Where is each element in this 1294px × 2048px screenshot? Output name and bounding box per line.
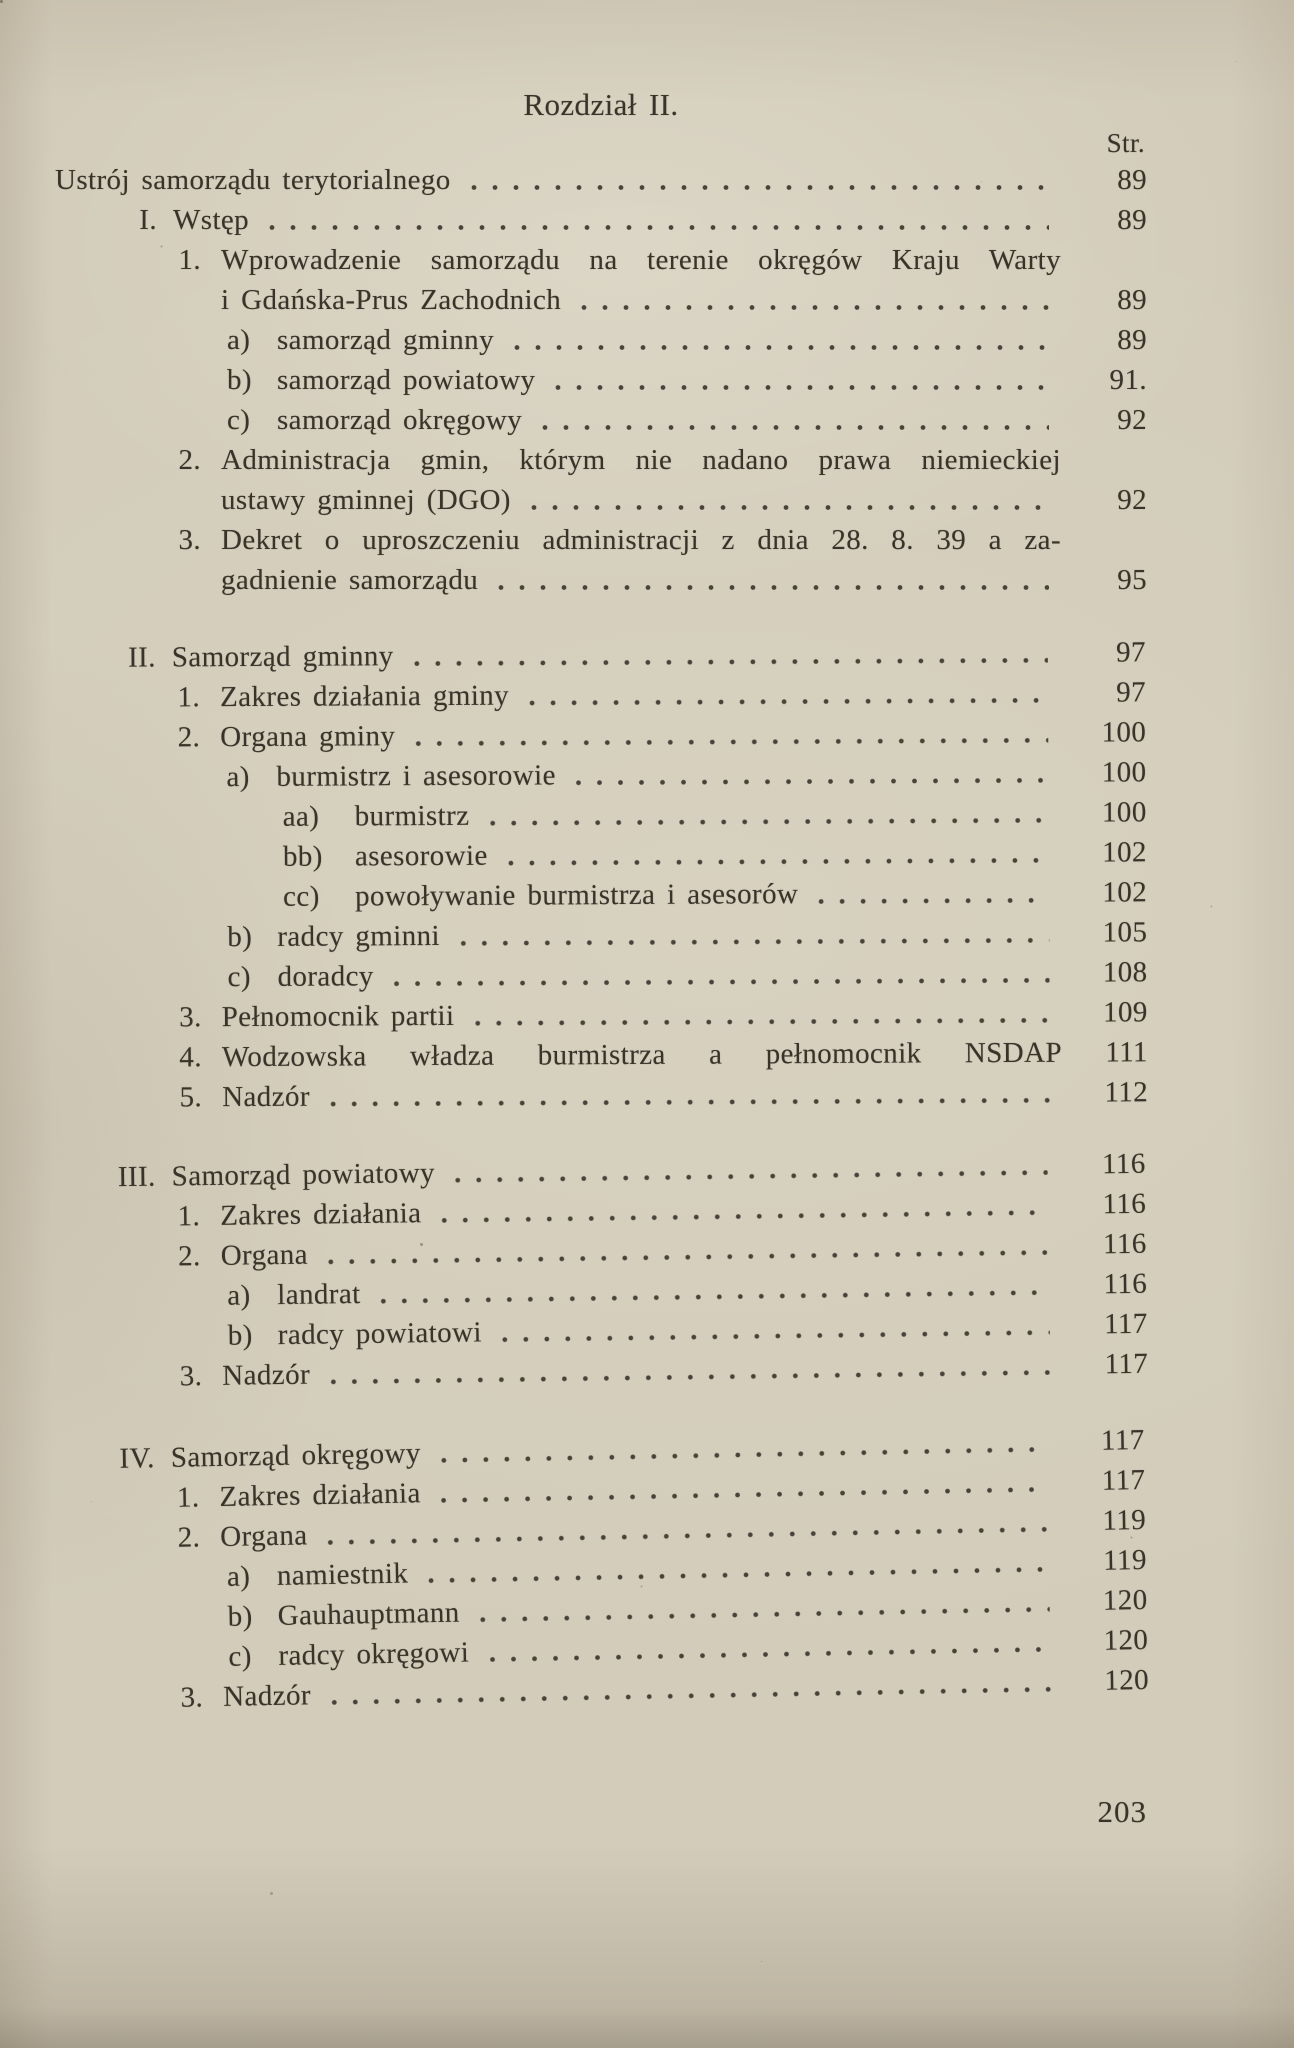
toc-entry-continuation xyxy=(55,560,1147,600)
toc-entry-label: Zakres działania gminy xyxy=(219,679,510,714)
toc-entry-label: Nadzór xyxy=(222,1358,311,1392)
toc-entry-label: burmistrz xyxy=(354,799,470,833)
toc-entry-marker: III. xyxy=(117,1160,156,1194)
toc-entry-label: doradcy xyxy=(277,960,374,993)
table-of-contents xyxy=(55,84,1150,1720)
toc-entry-page-number: 120 xyxy=(1104,1663,1150,1697)
toc-entry xyxy=(55,400,1147,440)
toc-entry-label: Wodzowska władza burmistrza a pełnomocnik NSDAP xyxy=(221,1036,1063,1074)
toc-entry-page-number: 119 xyxy=(1102,1503,1147,1537)
toc-section-ustroj xyxy=(55,160,1147,600)
toc-entry-marker: II. xyxy=(127,641,156,674)
dot-leader xyxy=(502,1329,1050,1343)
dot-leader xyxy=(441,1446,1047,1464)
toc-entry-label: Ustrój samorządu terytorialnego xyxy=(55,164,451,196)
toc-entry-page-number: 108 xyxy=(1102,956,1148,989)
dot-leader xyxy=(328,1249,1049,1265)
toc-entry-marker: 5. xyxy=(179,1081,203,1114)
toc-entry-marker: cc) xyxy=(283,880,320,913)
dot-leader xyxy=(414,657,1048,667)
toc-entry-label: Organa xyxy=(219,1519,308,1553)
toc-entry-label: radcy gminni xyxy=(277,919,441,953)
toc-entry-marker: 2. xyxy=(177,721,201,754)
toc-entry-page-number: 102 xyxy=(1102,876,1148,909)
chapter-heading: Rozdział II. xyxy=(523,87,679,122)
toc-entry xyxy=(56,1072,1148,1118)
dot-leader xyxy=(489,1646,1050,1663)
toc-entry-marker: 2. xyxy=(178,444,201,476)
toc-entry-page-number: 116 xyxy=(1102,1227,1147,1261)
toc-entry-label: Wstęp xyxy=(173,204,250,236)
toc-entry-label: landrat xyxy=(277,1278,361,1312)
toc-entry-label: Samorząd gminny xyxy=(171,640,394,674)
toc-entry-marker: a) xyxy=(227,324,251,356)
toc-entry-page-number: 92 xyxy=(1117,404,1147,436)
toc-section-samorzad-powiatowy xyxy=(53,1144,1148,1398)
dot-leader xyxy=(489,817,1048,827)
printed-page-number: 203 xyxy=(1097,1794,1147,1829)
toc-entry-label: Nadzór xyxy=(222,1679,312,1713)
toc-entry xyxy=(54,712,1146,758)
page-column-header: Str. xyxy=(1106,128,1145,158)
toc-entry-marker: 2. xyxy=(177,1240,201,1273)
toc-entry xyxy=(54,632,1146,678)
toc-entry-label: Gauhauptmann xyxy=(277,1596,460,1632)
toc-entry-label: powoływanie burmistrza i asesorów xyxy=(355,878,799,913)
toc-entry-marker: 1. xyxy=(177,1200,201,1233)
toc-entry-page-number: 100 xyxy=(1101,716,1147,749)
toc-section-samorzad-gminny xyxy=(54,632,1148,1118)
dot-leader xyxy=(471,184,1049,191)
toc-entry-page-number: 89 xyxy=(1117,164,1147,196)
toc-entry-label: samorząd gminny xyxy=(277,324,494,356)
dot-leader xyxy=(455,1169,1048,1184)
dot-leader xyxy=(460,937,1049,947)
dot-leader xyxy=(330,1097,1050,1108)
toc-entry-marker: I. xyxy=(139,204,157,236)
toc-entry-marker: 2. xyxy=(177,1521,201,1554)
toc-entry-page-number: 119 xyxy=(1102,1543,1148,1577)
toc-entry-page-number: 105 xyxy=(1102,916,1148,949)
toc-entry-continuation xyxy=(55,280,1147,320)
toc-entry-label: gadnienie samorządu xyxy=(221,564,479,596)
dot-leader xyxy=(576,777,1049,786)
dot-leader xyxy=(818,897,1049,905)
toc-entry-label: Organa xyxy=(220,1238,309,1272)
dot-leader xyxy=(474,1017,1049,1027)
toc-entry-label: burmistrz i asesorowie xyxy=(276,759,556,793)
toc-entry-label: ustawy gminnej (DGO) xyxy=(221,484,511,516)
toc-entry-page-number: 117 xyxy=(1103,1307,1148,1341)
toc-entry-label: i Gdańska-Prus Zachodnich xyxy=(221,284,562,316)
dot-leader xyxy=(415,737,1048,747)
toc-entry-label: samorząd okręgowy xyxy=(277,404,523,436)
toc-entry-marker: b) xyxy=(227,1600,253,1633)
toc-entry-label: namiestnik xyxy=(276,1557,409,1592)
dot-leader xyxy=(529,697,1048,707)
toc-entry xyxy=(55,792,1147,838)
toc-entry xyxy=(55,200,1147,240)
dot-leader xyxy=(508,857,1049,867)
toc-entry-label: Administracja gmin, którym nie nadano prawa niemieckiej xyxy=(221,444,1061,476)
toc-entry-marker: c) xyxy=(227,960,251,994)
toc-entry-label: radcy okręgowi xyxy=(278,1636,470,1672)
toc-entry xyxy=(55,160,1147,200)
toc-entry-page-number: 109 xyxy=(1102,996,1148,1029)
toc-entry xyxy=(54,752,1146,798)
toc-entry-page-number: 117 xyxy=(1101,1464,1146,1497)
toc-entry-label: Organa gminy xyxy=(220,720,396,754)
dot-leader xyxy=(480,1606,1050,1623)
dot-leader xyxy=(441,1486,1048,1504)
toc-entry-page-number: 89 xyxy=(1117,324,1147,356)
toc-entry-marker: a) xyxy=(227,1279,251,1312)
toc-entry xyxy=(55,360,1147,400)
dot-leader xyxy=(514,344,1049,351)
toc-entry-page-number: 117 xyxy=(1100,1424,1145,1457)
toc-entry xyxy=(55,912,1147,958)
toc-entry-page-number: 92 xyxy=(1117,484,1147,516)
dot-leader xyxy=(555,384,1049,391)
toc-entry-label: Dekret o uproszczeniu administracji z dnia 28. 8. 39 a za- xyxy=(221,524,1061,556)
dot-leader xyxy=(331,1686,1051,1706)
toc-entry-marker: 3. xyxy=(179,1001,202,1034)
toc-entry-marker: IV. xyxy=(119,1442,156,1475)
toc-entry-continuation xyxy=(55,480,1147,520)
toc-entry xyxy=(55,832,1147,878)
dot-leader xyxy=(428,1566,1049,1584)
toc-entry-marker: b) xyxy=(227,920,253,954)
toc-entry-marker: 3. xyxy=(178,524,201,556)
toc-entry xyxy=(56,1032,1148,1078)
toc-entry-label: Nadzór xyxy=(222,1080,310,1114)
dot-leader xyxy=(269,224,1049,231)
toc-entry-page-number: 100 xyxy=(1101,796,1147,829)
toc-entry-label: samorząd powiatowy xyxy=(277,364,536,396)
toc-entry-marker: 1. xyxy=(176,1481,200,1514)
toc-entry-marker: 4. xyxy=(179,1041,203,1074)
toc-entry-marker: b) xyxy=(227,1319,253,1352)
toc-entry xyxy=(56,992,1148,1038)
toc-entry-page-number: 117 xyxy=(1104,1347,1149,1381)
toc-entry-marker: c) xyxy=(228,1640,253,1673)
toc-entry xyxy=(55,240,1147,280)
toc-entry-page-number: 89 xyxy=(1117,284,1147,316)
toc-entry-page-number: 97 xyxy=(1115,636,1146,669)
toc-entry-marker: 3. xyxy=(180,1681,204,1714)
dot-leader xyxy=(394,977,1050,987)
toc-entry xyxy=(54,672,1146,718)
toc-entry-label: Wprowadzenie samorządu na terenie okręgów Kraju Warty xyxy=(221,244,1061,276)
toc-entry xyxy=(55,872,1147,918)
toc-entry-page-number: 116 xyxy=(1102,1187,1147,1221)
dot-leader xyxy=(581,304,1049,311)
toc-section-samorzad-okregowy xyxy=(52,1420,1149,1720)
toc-entry-page-number: 111 xyxy=(1105,1036,1149,1069)
toc-entry-page-number: 102 xyxy=(1102,836,1147,869)
toc-entry-page-number: 116 xyxy=(1103,1267,1148,1301)
toc-entry xyxy=(55,520,1147,560)
toc-entry-label: Pełnomocnik partii xyxy=(221,999,455,1034)
toc-entry-marker: 1. xyxy=(177,681,201,714)
toc-entry-page-number: 120 xyxy=(1103,1623,1149,1657)
dot-leader xyxy=(531,504,1049,511)
toc-entry-page-number: 120 xyxy=(1102,1583,1148,1617)
toc-entry-marker: a) xyxy=(226,1560,251,1593)
toc-entry-marker: a) xyxy=(226,760,250,794)
toc-entry-label: Zakres działania xyxy=(219,1197,422,1232)
toc-entry-marker: bb) xyxy=(282,840,323,873)
dot-leader xyxy=(441,1209,1048,1224)
toc-entry-marker: 3. xyxy=(179,1360,203,1393)
toc-entry xyxy=(55,440,1147,480)
toc-entry-page-number: 89 xyxy=(1117,204,1147,236)
dot-leader xyxy=(498,584,1049,591)
toc-entry-page-number: 91. xyxy=(1109,364,1147,396)
toc-entry-page-number: 97 xyxy=(1116,676,1147,709)
toc-entry-page-number: 95 xyxy=(1117,564,1147,596)
dot-leader xyxy=(381,1289,1050,1305)
dot-leader xyxy=(542,424,1049,431)
toc-entry-marker: c) xyxy=(227,404,251,436)
toc-entry-page-number: 100 xyxy=(1101,756,1147,789)
toc-entry-label: Zakres działania xyxy=(219,1477,421,1513)
toc-entry-marker: b) xyxy=(227,364,252,396)
dot-leader xyxy=(330,1369,1050,1385)
toc-entry-page-number: 116 xyxy=(1101,1147,1146,1181)
toc-entry xyxy=(55,320,1147,360)
toc-entry-label: Samorząd okręgowy xyxy=(170,1437,422,1474)
toc-entry-marker: aa) xyxy=(282,800,320,833)
toc-entry-label: radcy powiatowi xyxy=(277,1316,483,1352)
toc-entry-marker: 1. xyxy=(178,244,201,276)
toc-entry-label: Samorząd powiatowy xyxy=(171,1157,436,1193)
toc-entry xyxy=(55,952,1147,998)
toc-entry-label: asesorowie xyxy=(354,839,488,873)
toc-entry-page-number: 112 xyxy=(1104,1076,1149,1109)
